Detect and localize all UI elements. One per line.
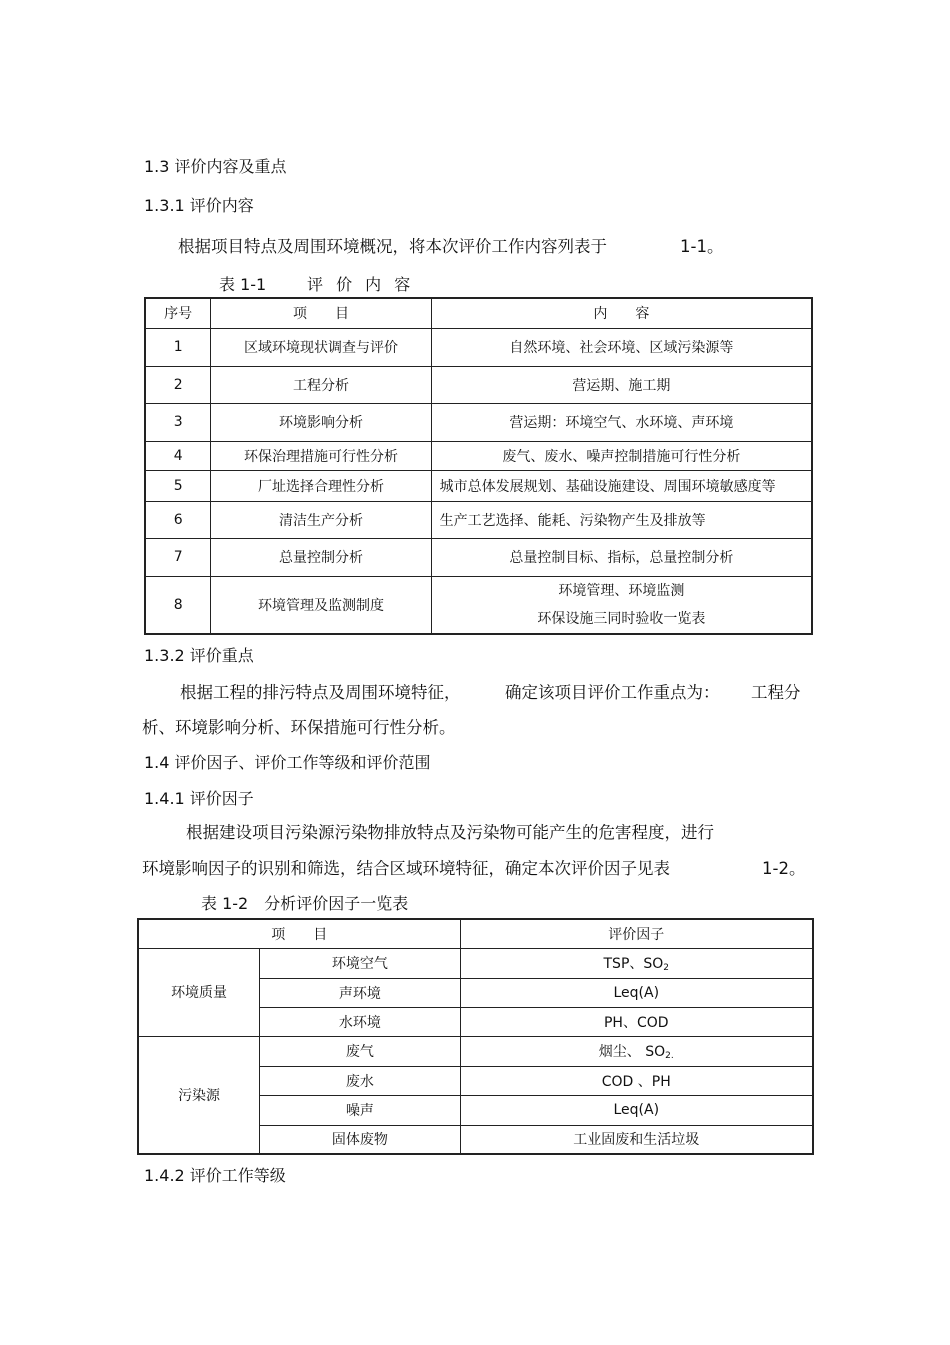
factor-value: Leq(A) bbox=[460, 978, 813, 1007]
row-item: 环境影响分析 bbox=[211, 403, 431, 441]
table-header-row bbox=[138, 919, 813, 948]
paragraph-1: 根据项目特点及周围环境概况，将本次评价工作内容列表于 bbox=[178, 237, 607, 256]
table-row bbox=[145, 538, 812, 576]
factor-value: COD 、PH bbox=[460, 1066, 813, 1095]
row-content: 生产工艺选择、能耗、污染物产生及排放等 bbox=[431, 501, 812, 538]
paragraph-3-ref: 1-2。 bbox=[762, 859, 806, 878]
row-content: 总量控制目标、指标，总量控制分析 bbox=[431, 538, 812, 576]
row-content bbox=[431, 576, 812, 634]
table-row bbox=[145, 366, 812, 403]
header-no: 序号 bbox=[145, 298, 211, 328]
table-header-row bbox=[145, 298, 812, 328]
factor-label: 声环境 bbox=[260, 978, 460, 1007]
row-item: 厂址选择合理性分析 bbox=[211, 470, 431, 501]
table-row bbox=[145, 470, 812, 501]
heading-1-3-2: 1.3.2 评价重点 bbox=[144, 646, 254, 665]
row-no: 3 bbox=[145, 403, 211, 441]
paragraph-3a: 根据建设项目污染源污染物排放特点及污染物可能产生的危害程度，进行 bbox=[186, 823, 714, 842]
row-content: 营运期、施工期 bbox=[431, 366, 812, 403]
heading-1-3: 1.3 评价内容及重点 bbox=[144, 157, 287, 176]
table1-caption-title: 评 价 内 容 bbox=[307, 275, 415, 294]
header-factor: 评价因子 bbox=[460, 919, 813, 948]
header-item: 项 目 bbox=[211, 298, 431, 328]
heading-1-4-1: 1.4.1 评价因子 bbox=[144, 789, 254, 808]
row-item: 工程分析 bbox=[211, 366, 431, 403]
paragraph-1-ref: 1-1。 bbox=[680, 237, 724, 256]
table-row bbox=[145, 501, 812, 538]
heading-1-4-2: 1.4.2 评价工作等级 bbox=[144, 1166, 286, 1185]
paragraph-2a: 根据工程的排污特点及周围环境特征， bbox=[180, 683, 461, 702]
factor-value: 工业固废和生活垃圾 bbox=[460, 1125, 813, 1154]
row-item: 总量控制分析 bbox=[211, 538, 431, 576]
header-content: 内 容 bbox=[431, 298, 812, 328]
table-row bbox=[145, 403, 812, 441]
row-item: 清洁生产分析 bbox=[211, 501, 431, 538]
group-name: 环境质量 bbox=[138, 948, 260, 1036]
table-row bbox=[145, 328, 812, 366]
row-no: 2 bbox=[145, 366, 211, 403]
row-content-line: 环保设施三同时验收一览表 bbox=[537, 610, 706, 627]
header-item: 项 目 bbox=[138, 919, 460, 948]
factor-label: 废气 bbox=[260, 1036, 460, 1066]
row-item: 区域环境现状调查与评价 bbox=[211, 328, 431, 366]
row-no: 1 bbox=[145, 328, 211, 366]
row-content: 营运期：环境空气、水环境、声环境 bbox=[431, 403, 812, 441]
factor-value: 烟尘、 $SO_{2.}$ bbox=[460, 1036, 813, 1066]
table1-caption-no: 表 1-1 bbox=[219, 275, 267, 294]
paragraph-2d: 析、环境影响分析、环保措施可行性分析。 bbox=[142, 718, 456, 737]
factor-label: 废水 bbox=[260, 1066, 460, 1095]
group-name: 污染源 bbox=[138, 1036, 260, 1154]
table-row bbox=[138, 1036, 813, 1066]
row-no: 6 bbox=[145, 501, 211, 538]
row-item: 环保治理措施可行性分析 bbox=[211, 441, 431, 470]
factor-label: 水环境 bbox=[260, 1007, 460, 1036]
row-no: 8 bbox=[145, 576, 211, 634]
paragraph-2c: 工程分 bbox=[751, 683, 801, 702]
row-content: 废气、废水、噪声控制措施可行性分析 bbox=[431, 441, 812, 470]
row-no: 4 bbox=[145, 441, 211, 470]
row-content-line: 环境管理、环境监测 bbox=[558, 582, 685, 599]
row-no: 5 bbox=[145, 470, 211, 501]
paragraph-3b: 环境影响因子的识别和筛选，结合区域环境特征，确定本次评价因子见表 bbox=[142, 859, 670, 878]
factor-value: Leq(A) bbox=[460, 1095, 813, 1125]
table-row bbox=[138, 948, 813, 978]
factor-label: 固体废物 bbox=[260, 1125, 460, 1154]
factor-label: 噪声 bbox=[260, 1095, 460, 1125]
table2-caption: 表 1-2 分析评价因子一览表 bbox=[201, 894, 409, 913]
factor-label: 环境空气 bbox=[260, 948, 460, 978]
table-row bbox=[145, 441, 812, 470]
table-row bbox=[145, 576, 812, 634]
row-content: 城市总体发展规划、基础设施建设、周围环境敏感度等 bbox=[431, 470, 812, 501]
heading-1-3-1: 1.3.1 评价内容 bbox=[144, 196, 254, 215]
row-content: 自然环境、社会环境、区域污染源等 bbox=[431, 328, 812, 366]
factor-value: TSP、$SO_2$ bbox=[460, 948, 813, 978]
row-item: 环境管理及监测制度 bbox=[211, 576, 431, 634]
factor-value: PH、COD bbox=[460, 1007, 813, 1036]
paragraph-2b: 确定该项目评价工作重点为： bbox=[505, 683, 720, 702]
row-no: 7 bbox=[145, 538, 211, 576]
heading-1-4: 1.4 评价因子、评价工作等级和评价范围 bbox=[144, 753, 431, 772]
factor-table bbox=[137, 918, 814, 1155]
evaluation-content-table bbox=[144, 297, 813, 635]
